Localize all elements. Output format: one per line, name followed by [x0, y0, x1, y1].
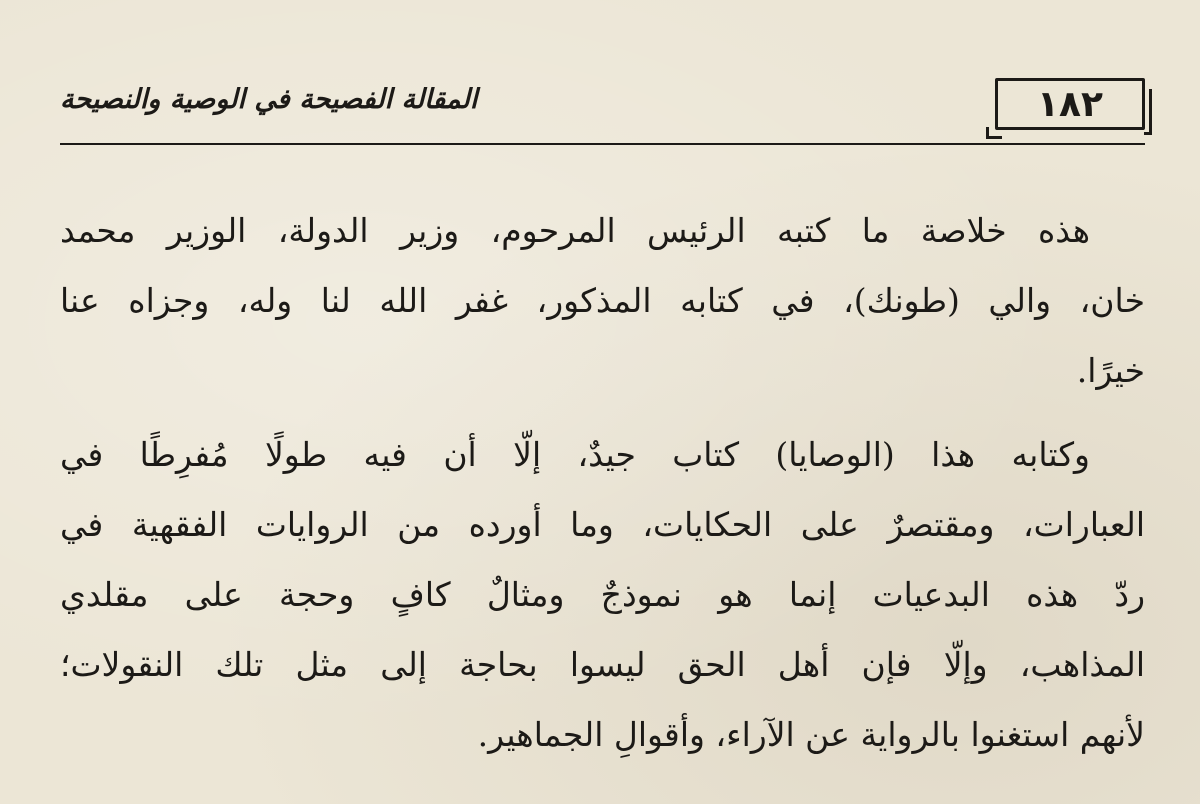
body-text: [60, 196, 1145, 770]
page-number: ١٨٢: [1037, 83, 1103, 125]
text-line: خيرًا.: [1076, 351, 1145, 390]
header-rule: [60, 143, 1145, 145]
page-number-frame: [995, 78, 1145, 130]
text-line: وكتابه هذا (الوصايا) كتاب جيدٌ، إلّا أن فيه طولًا مُفرِطًا في: [60, 435, 1090, 474]
text-line: خان، والي (طونك)، في كتابه المذكور، غفر الله لنا وله، وجزاه عنا: [60, 281, 1145, 320]
text-line: لأنهم استغنوا بالرواية عن الآراء، وأقوالِ الجماهير.: [477, 715, 1145, 754]
text-line: العبارات، ومقتصرٌ على الحكايات، وما أورده من الروايات الفقهية في: [60, 505, 1145, 544]
text-line: ردّ هذه البدعيات إنما هو نموذجٌ ومثالٌ كافٍ وحجة على مقلدي: [60, 575, 1145, 614]
text-line: المذاهب، وإلّا فإن أهل الحق ليسوا بحاجة إلى مثل تلك النقولات؛: [60, 645, 1145, 684]
page-header: [60, 70, 1145, 142]
running-title: المقالة الفصيحة في الوصية والنصيحة: [60, 84, 478, 115]
text-line: هذه خلاصة ما كتبه الرئيس المرحوم، وزير الدولة، الوزير محمد: [60, 211, 1090, 250]
